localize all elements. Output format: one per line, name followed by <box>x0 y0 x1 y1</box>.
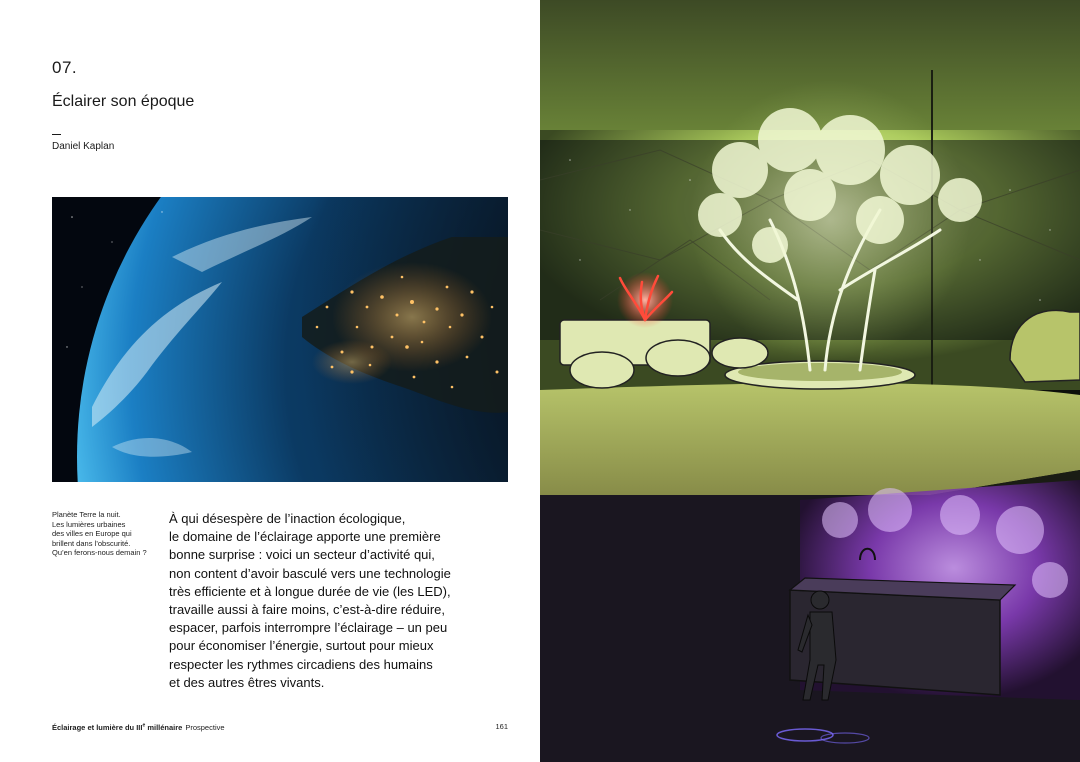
book-title <box>52 723 182 732</box>
earth-at-night-photo <box>52 197 508 482</box>
paragraph-line: respecter les rythmes circadiens des humains <box>169 656 433 672</box>
intro-paragraph <box>169 510 514 692</box>
photo-caption <box>52 510 162 558</box>
caption-line: Les lumières urbaines <box>52 519 126 529</box>
paragraph-line: travaille aussi à faire moins, c’est-à-dire réduire, <box>169 602 445 618</box>
chapter-author: Daniel Kaplan <box>52 141 115 152</box>
page-footer <box>52 722 508 732</box>
paragraph-line: pour économiser l’énergie, surtout pour mieux <box>169 638 434 654</box>
paragraph-line: non content d’avoir basculé vers une technologie <box>169 565 451 581</box>
chapter-title: Éclairer son époque <box>52 93 195 110</box>
paragraph-line: très efficiente et à longue durée de vie (les LED), <box>169 583 451 599</box>
book-title-prefix: Éclairage et lumière du III <box>52 722 143 732</box>
paragraph-line: et des autres êtres vivants. <box>169 674 325 690</box>
caption-line: Planète Terre la nuit. <box>52 510 121 519</box>
paragraph-line: À qui désespère de l’inaction écologique, <box>169 511 406 526</box>
book-title-suffix: millénaire <box>145 722 183 732</box>
paragraph-line: bonne surprise : voici un secteur d’activité qui, <box>169 547 435 563</box>
futuristic-interior-illustration <box>540 0 1080 762</box>
paragraph-line: le domaine de l’éclairage apporte une première <box>169 529 441 545</box>
caption-line: Qu’en ferons-nous demain ? <box>52 548 147 558</box>
book-title-sup: e <box>142 722 146 728</box>
title-divider <box>52 134 61 135</box>
caption-line: brillent dans l’obscurité. <box>52 538 131 548</box>
paragraph-line: espacer, parfois interrompre l’éclairage – un peu <box>169 620 448 636</box>
section-name: Prospective <box>185 722 225 732</box>
caption-line: des villes en Europe qui <box>52 529 132 539</box>
page-number: 161 <box>495 722 508 731</box>
chapter-number: 07. <box>52 58 78 77</box>
